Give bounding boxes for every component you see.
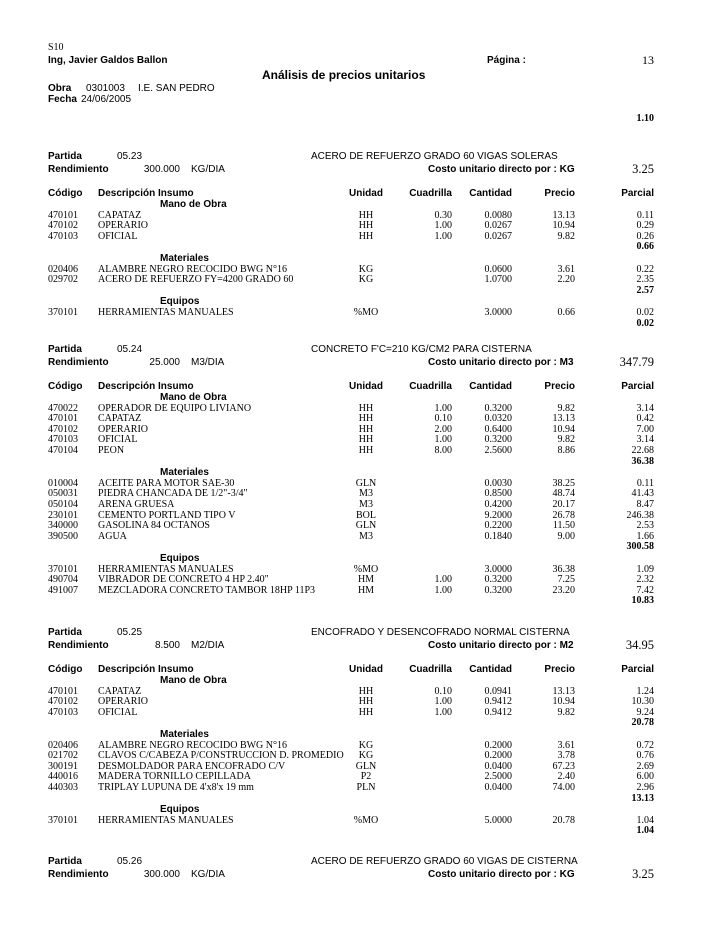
item-parcial: 0.22 xyxy=(636,263,654,275)
col-header-precio: Precio xyxy=(544,664,575,675)
item-cuadrilla: 0.10 xyxy=(434,413,452,425)
item-cuadrilla: 1.00 xyxy=(434,434,452,446)
item-description: OPERARIO xyxy=(98,423,149,435)
item-precio: 8.86 xyxy=(557,445,575,456)
item-description: GASOLINA 84 OCTANOS xyxy=(98,520,210,532)
item-code: 390500 xyxy=(48,530,78,542)
item-parcial: 6.00 xyxy=(636,771,654,783)
item-description: HERRAMIENTAS MANUALES xyxy=(98,563,234,575)
item-precio: 2.40 xyxy=(557,771,575,783)
item-cantidad: 0.2000 xyxy=(484,750,512,762)
item-unit: HM xyxy=(357,574,375,586)
item-precio: 10.94 xyxy=(552,696,575,708)
item-unit: KG xyxy=(358,274,374,286)
item-unit: M3 xyxy=(359,530,373,542)
group-subtotal: 300.58 xyxy=(626,541,654,553)
item-precio: 38.25 xyxy=(552,477,575,489)
item-unit: HH xyxy=(358,402,374,414)
item-description: PIEDRA CHANCADA DE 1/2"-3/4" xyxy=(98,488,248,500)
item-cuadrilla: 1.00 xyxy=(434,706,452,718)
item-code: 370101 xyxy=(48,307,78,318)
item-unit: HH xyxy=(358,230,374,242)
partida-label: Partida xyxy=(48,344,82,355)
group-title: Mano de Obra xyxy=(160,392,227,403)
fecha-label: Fecha xyxy=(48,94,77,105)
item-unit: P2 xyxy=(360,771,372,783)
item-cantidad: 0.6400 xyxy=(484,423,512,435)
item-code: 440303 xyxy=(48,782,78,793)
item-precio: 67.23 xyxy=(552,760,575,772)
item-precio: 10.94 xyxy=(552,220,575,232)
item-cantidad: 0.0320 xyxy=(484,413,512,425)
col-header-cantidad: Cantidad xyxy=(469,664,512,675)
col-header-unidad: Unidad xyxy=(349,188,383,199)
item-unit: HH xyxy=(358,696,374,708)
item-cantidad: 0.9412 xyxy=(484,696,512,708)
item-description: CAPATAZ xyxy=(98,413,142,425)
item-code: 021702 xyxy=(48,750,78,762)
item-parcial: 3.14 xyxy=(636,402,654,414)
item-unit: GLN xyxy=(355,520,377,532)
item-code: 490704 xyxy=(48,574,78,586)
item-description: MEZCLADORA CONCRETO TAMBOR 18HP 11P3 xyxy=(98,584,316,596)
item-precio: 10.94 xyxy=(552,423,575,435)
item-code: 340000 xyxy=(48,520,78,532)
partida-name: ACERO DE REFUERZO GRADO 60 VIGAS SOLERAS xyxy=(311,151,558,162)
item-code: 470101 xyxy=(48,209,78,221)
rendimiento-value: 25.000 xyxy=(149,357,180,368)
obra-code: 0301003 xyxy=(86,83,125,94)
item-unit: KG xyxy=(358,263,374,275)
group-subtotal: 2.57 xyxy=(636,284,654,296)
col-header-cantidad: Cantidad xyxy=(469,381,512,392)
item-code: 050031 xyxy=(48,488,78,500)
item-parcial: 41.43 xyxy=(631,488,654,500)
item-parcial: 3.14 xyxy=(636,434,654,446)
col-header-unidad: Unidad xyxy=(349,381,383,392)
item-precio: 9.82 xyxy=(557,230,575,242)
item-precio: 13.13 xyxy=(552,209,575,221)
item-parcial: 1.66 xyxy=(636,530,654,542)
item-precio: 9.82 xyxy=(557,434,575,446)
group-title: Equipos xyxy=(160,553,200,564)
item-description: ALAMBRE NEGRO RECOCIDO BWG N°16 xyxy=(98,263,287,275)
item-precio: 13.13 xyxy=(552,685,575,697)
item-cantidad: 0.3200 xyxy=(484,402,512,414)
item-parcial: 2.69 xyxy=(636,760,654,772)
item-parcial: 246.38 xyxy=(626,509,654,521)
item-unit: BOL xyxy=(356,509,376,521)
col-header-cuadrilla: Cuadrilla xyxy=(409,381,452,392)
page-number: 13 xyxy=(642,53,654,67)
item-description: CAPATAZ xyxy=(98,685,142,697)
fecha-value: 24/06/2005 xyxy=(81,94,132,105)
item-parcial: 22.68 xyxy=(631,445,654,456)
col-header-codigo: Código xyxy=(48,188,83,199)
item-code: 470102 xyxy=(48,423,78,435)
item-unit: %MO xyxy=(353,563,379,575)
item-precio: 9.82 xyxy=(557,402,575,414)
item-unit: KG xyxy=(358,739,374,751)
obra-label: Obra xyxy=(48,83,72,94)
item-precio: 2.20 xyxy=(557,274,575,286)
cost-label: Costo unitario directo por : KG xyxy=(428,869,575,880)
obra-name: I.E. SAN PEDRO xyxy=(138,83,215,94)
author-name: Ing, Javier Galdos Ballon xyxy=(48,55,168,66)
item-unit: HH xyxy=(358,434,374,446)
item-description: OPERARIO xyxy=(98,220,149,232)
item-unit: HH xyxy=(358,220,374,232)
group-title: Equipos xyxy=(160,296,200,308)
item-description: MADERA TORNILLO CEPILLADA xyxy=(98,771,251,783)
item-unit: %MO xyxy=(353,814,379,826)
item-unit: HH xyxy=(358,423,374,435)
partida-number: 05.26 xyxy=(117,856,143,867)
item-precio: 7.25 xyxy=(557,574,575,586)
item-code: 470103 xyxy=(48,230,78,242)
partida-label: Partida xyxy=(48,856,82,867)
item-description: TRIPLAY LUPUNA DE 4'x8'x 19 mm xyxy=(98,782,254,793)
item-parcial: 0.29 xyxy=(636,220,654,232)
item-cantidad: 0.4200 xyxy=(484,499,512,510)
rendimiento-unit: KG/DIA xyxy=(191,869,225,880)
group-title: Materiales xyxy=(160,467,209,479)
partida-label: Partida xyxy=(48,627,82,638)
item-description: OPERADOR DE EQUIPO LIVIANO xyxy=(98,402,252,414)
item-cantidad: 2.5600 xyxy=(484,445,512,456)
item-cuadrilla: 1.00 xyxy=(434,230,452,242)
item-code: 050104 xyxy=(48,499,78,510)
item-description: OFICIAL xyxy=(98,434,138,446)
item-cantidad: 3.0000 xyxy=(484,307,512,318)
item-code: 470103 xyxy=(48,434,78,446)
group-subtotal: 13.13 xyxy=(631,792,654,804)
page-label: Página : xyxy=(487,55,526,66)
cost-label: Costo unitario directo por : KG xyxy=(428,164,575,175)
item-precio: 23.20 xyxy=(552,584,575,596)
item-parcial: 0.72 xyxy=(636,739,654,751)
partida-number: 05.24 xyxy=(117,344,143,355)
item-description: AGUA xyxy=(98,530,127,542)
item-cuadrilla: 0.10 xyxy=(434,685,452,697)
item-parcial: 0.42 xyxy=(636,413,654,425)
col-header-parcial: Parcial xyxy=(621,188,654,199)
item-description: ACEITE PARA MOTOR SAE-30 xyxy=(98,477,235,489)
item-unit: %MO xyxy=(353,307,379,318)
partida-label: Partida xyxy=(48,151,82,162)
item-unit: GLN xyxy=(355,477,377,489)
rendimiento-unit: M3/DIA xyxy=(191,357,225,368)
group-subtotal: 0.66 xyxy=(636,241,654,253)
item-description: HERRAMIENTAS MANUALES xyxy=(98,307,234,318)
item-cantidad: 0.0030 xyxy=(484,477,512,489)
col-header-codigo: Código xyxy=(48,664,83,675)
item-cuadrilla: 2.00 xyxy=(434,423,452,435)
partida-name: CONCRETO F'C=210 KG/CM2 PARA CISTERNA xyxy=(311,344,532,355)
item-code: 300191 xyxy=(48,760,78,772)
rendimiento-unit: KG/DIA xyxy=(191,164,225,175)
item-description: ALAMBRE NEGRO RECOCIDO BWG N°16 xyxy=(98,739,287,751)
item-description: VIBRADOR DE CONCRETO 4 HP 2.40" xyxy=(98,574,269,586)
group-title: Materiales xyxy=(160,253,209,264)
item-cantidad: 1.0700 xyxy=(484,274,512,286)
item-description: ARENA GRUESA xyxy=(98,499,175,510)
col-header-cantidad: Cantidad xyxy=(469,188,512,199)
partida-number: 05.23 xyxy=(117,151,143,162)
item-parcial: 1.09 xyxy=(636,563,654,575)
item-code: 230101 xyxy=(48,509,78,521)
item-parcial: 1.24 xyxy=(636,685,654,697)
item-cantidad: 2.5000 xyxy=(484,771,512,783)
item-cantidad: 0.0267 xyxy=(484,220,512,232)
item-code: 440016 xyxy=(48,771,78,783)
item-cantidad: 0.3200 xyxy=(484,434,512,446)
cost-label: Costo unitario directo por : M3 xyxy=(428,357,574,368)
item-precio: 3.78 xyxy=(557,750,575,762)
col-header-cuadrilla: Cuadrilla xyxy=(409,664,452,675)
item-cantidad: 9.2000 xyxy=(484,509,512,521)
item-parcial: 0.02 xyxy=(636,307,654,318)
unit-cost-value: 34.95 xyxy=(625,638,654,652)
item-code: 470104 xyxy=(48,445,78,456)
item-cuadrilla: 8.00 xyxy=(434,445,452,456)
item-precio: 13.13 xyxy=(552,413,575,425)
item-precio: 20.17 xyxy=(552,499,575,510)
item-parcial: 7.42 xyxy=(636,584,654,596)
col-header-descripcion: Descripción Insumo xyxy=(98,188,194,199)
rendimiento-value: 300.000 xyxy=(143,164,180,175)
item-cantidad: 0.0267 xyxy=(484,230,512,242)
partida-name: ACERO DE REFUERZO GRADO 60 VIGAS DE CISTERNA xyxy=(311,856,578,867)
item-cantidad: 5.0000 xyxy=(484,814,512,826)
item-code: 020406 xyxy=(48,263,78,275)
group-title: Mano de Obra xyxy=(160,199,227,210)
item-cuadrilla: 1.00 xyxy=(434,402,452,414)
item-cantidad: 0.2000 xyxy=(484,739,512,751)
group-subtotal: 1.04 xyxy=(636,825,654,837)
item-description: DESMOLDADOR PARA ENCOFRADO C/V xyxy=(98,760,286,772)
item-code: 370101 xyxy=(48,814,78,826)
item-parcial: 1.04 xyxy=(636,814,654,826)
cost-label: Costo unitario directo por : M2 xyxy=(428,640,574,651)
item-precio: 3.61 xyxy=(557,739,575,751)
group-subtotal: 10.83 xyxy=(631,595,654,607)
item-cantidad: 0.0080 xyxy=(484,209,512,221)
item-parcial: 0.11 xyxy=(636,477,654,489)
item-parcial: 8.47 xyxy=(636,499,654,510)
group-title: Mano de Obra xyxy=(160,675,227,686)
item-unit: M3 xyxy=(359,488,373,500)
rendimiento-label: Rendimiento xyxy=(48,164,109,175)
unit-cost-value: 3.25 xyxy=(632,162,654,176)
item-cantidad: 0.0941 xyxy=(484,685,512,697)
group-subtotal: 0.02 xyxy=(636,317,654,329)
item-parcial: 2.96 xyxy=(636,782,654,793)
item-description: CEMENTO PORTLAND TIPO V xyxy=(98,509,236,521)
item-precio: 20.78 xyxy=(552,814,575,826)
item-precio: 48.74 xyxy=(552,488,575,500)
item-precio: 11.50 xyxy=(552,520,575,532)
item-code: 470101 xyxy=(48,685,78,697)
item-precio: 9.82 xyxy=(557,706,575,718)
item-description: ACERO DE REFUERZO FY=4200 GRADO 60 xyxy=(98,274,294,286)
item-precio: 3.61 xyxy=(557,263,575,275)
item-unit: HH xyxy=(358,209,374,221)
col-header-cuadrilla: Cuadrilla xyxy=(409,188,452,199)
item-description: OFICIAL xyxy=(98,230,138,242)
previous-total: 1.10 xyxy=(636,113,654,124)
item-precio: 0.66 xyxy=(557,307,575,318)
item-cantidad: 0.0600 xyxy=(484,263,512,275)
item-cuadrilla: 0.30 xyxy=(434,209,452,221)
page-title: Análisis de precios unitarios xyxy=(262,68,426,82)
item-cantidad: 0.2200 xyxy=(484,520,512,532)
item-cantidad: 0.3200 xyxy=(484,574,512,586)
rendimiento-value: 300.000 xyxy=(143,869,180,880)
col-header-unidad: Unidad xyxy=(349,664,383,675)
item-precio: 26.78 xyxy=(552,509,575,521)
item-parcial: 2.35 xyxy=(636,274,654,286)
item-cuadrilla: 1.00 xyxy=(434,584,452,596)
rendimiento-label: Rendimiento xyxy=(48,869,109,880)
item-description: PEON xyxy=(98,445,125,456)
item-parcial: 10.30 xyxy=(631,696,654,708)
item-unit: KG xyxy=(358,750,374,762)
item-description: CLAVOS C/CABEZA P/CONSTRUCCION D. PROMEDIO xyxy=(98,750,344,762)
item-cuadrilla: 1.00 xyxy=(434,574,452,586)
group-subtotal: 36.38 xyxy=(631,455,654,467)
item-precio: 74.00 xyxy=(552,782,575,793)
item-unit: HH xyxy=(358,445,374,456)
item-description: OPERARIO xyxy=(98,696,149,708)
app-code: S10 xyxy=(48,42,64,53)
item-cantidad: 3.0000 xyxy=(484,563,512,575)
unit-cost-value: 347.79 xyxy=(619,355,654,369)
item-parcial: 2.32 xyxy=(636,574,654,586)
item-code: 010004 xyxy=(48,477,78,489)
item-parcial: 0.11 xyxy=(636,209,654,221)
col-header-parcial: Parcial xyxy=(621,664,654,675)
col-header-precio: Precio xyxy=(544,381,575,392)
item-parcial: 7.00 xyxy=(636,423,654,435)
item-precio: 9.00 xyxy=(557,530,575,542)
item-cantidad: 0.1840 xyxy=(484,530,512,542)
group-subtotal: 20.78 xyxy=(631,717,654,729)
item-cantidad: 0.3200 xyxy=(484,584,512,596)
item-unit: HH xyxy=(358,685,374,697)
item-cantidad: 0.9412 xyxy=(484,706,512,718)
rendimiento-value: 8.500 xyxy=(154,640,180,651)
col-header-precio: Precio xyxy=(544,188,575,199)
item-parcial: 0.26 xyxy=(636,230,654,242)
item-unit: M3 xyxy=(359,499,373,510)
col-header-parcial: Parcial xyxy=(621,381,654,392)
item-unit: PLN xyxy=(356,782,376,793)
col-header-descripcion: Descripción Insumo xyxy=(98,664,194,675)
item-cuadrilla: 1.00 xyxy=(434,220,452,232)
item-cuadrilla: 1.00 xyxy=(434,696,452,708)
rendimiento-label: Rendimiento xyxy=(48,357,109,368)
item-unit: GLN xyxy=(355,760,377,772)
item-unit: HM xyxy=(357,584,375,596)
item-code: 020406 xyxy=(48,739,78,751)
item-precio: 36.38 xyxy=(552,563,575,575)
item-cantidad: 0.8500 xyxy=(484,488,512,500)
item-description: CAPATAZ xyxy=(98,209,142,221)
item-cantidad: 0.0400 xyxy=(484,782,512,793)
item-code: 470102 xyxy=(48,696,78,708)
unit-cost-value: 3.25 xyxy=(632,867,654,881)
item-code: 029702 xyxy=(48,274,78,286)
item-parcial: 9.24 xyxy=(636,706,654,718)
rendimiento-label: Rendimiento xyxy=(48,640,109,651)
col-header-codigo: Código xyxy=(48,381,83,392)
item-parcial: 2.53 xyxy=(636,520,654,532)
group-title: Materiales xyxy=(160,729,209,740)
item-code: 370101 xyxy=(48,563,78,575)
item-unit: HH xyxy=(358,706,374,718)
rendimiento-unit: M2/DIA xyxy=(191,640,225,651)
item-description: HERRAMIENTAS MANUALES xyxy=(98,814,234,826)
item-code: 470101 xyxy=(48,413,78,425)
item-unit: HH xyxy=(358,413,374,425)
partida-name: ENCOFRADO Y DESENCOFRADO NORMAL CISTERNA xyxy=(311,627,570,638)
partida-number: 05.25 xyxy=(117,627,143,638)
col-header-descripcion: Descripción Insumo xyxy=(98,381,194,392)
item-code: 470022 xyxy=(48,402,78,414)
item-parcial: 0.76 xyxy=(636,750,654,762)
item-code: 470103 xyxy=(48,706,78,718)
item-description: OFICIAL xyxy=(98,706,138,718)
item-code: 491007 xyxy=(48,584,78,596)
group-title: Equipos xyxy=(160,804,200,816)
item-cantidad: 0.0400 xyxy=(484,760,512,772)
item-code: 470102 xyxy=(48,220,78,232)
